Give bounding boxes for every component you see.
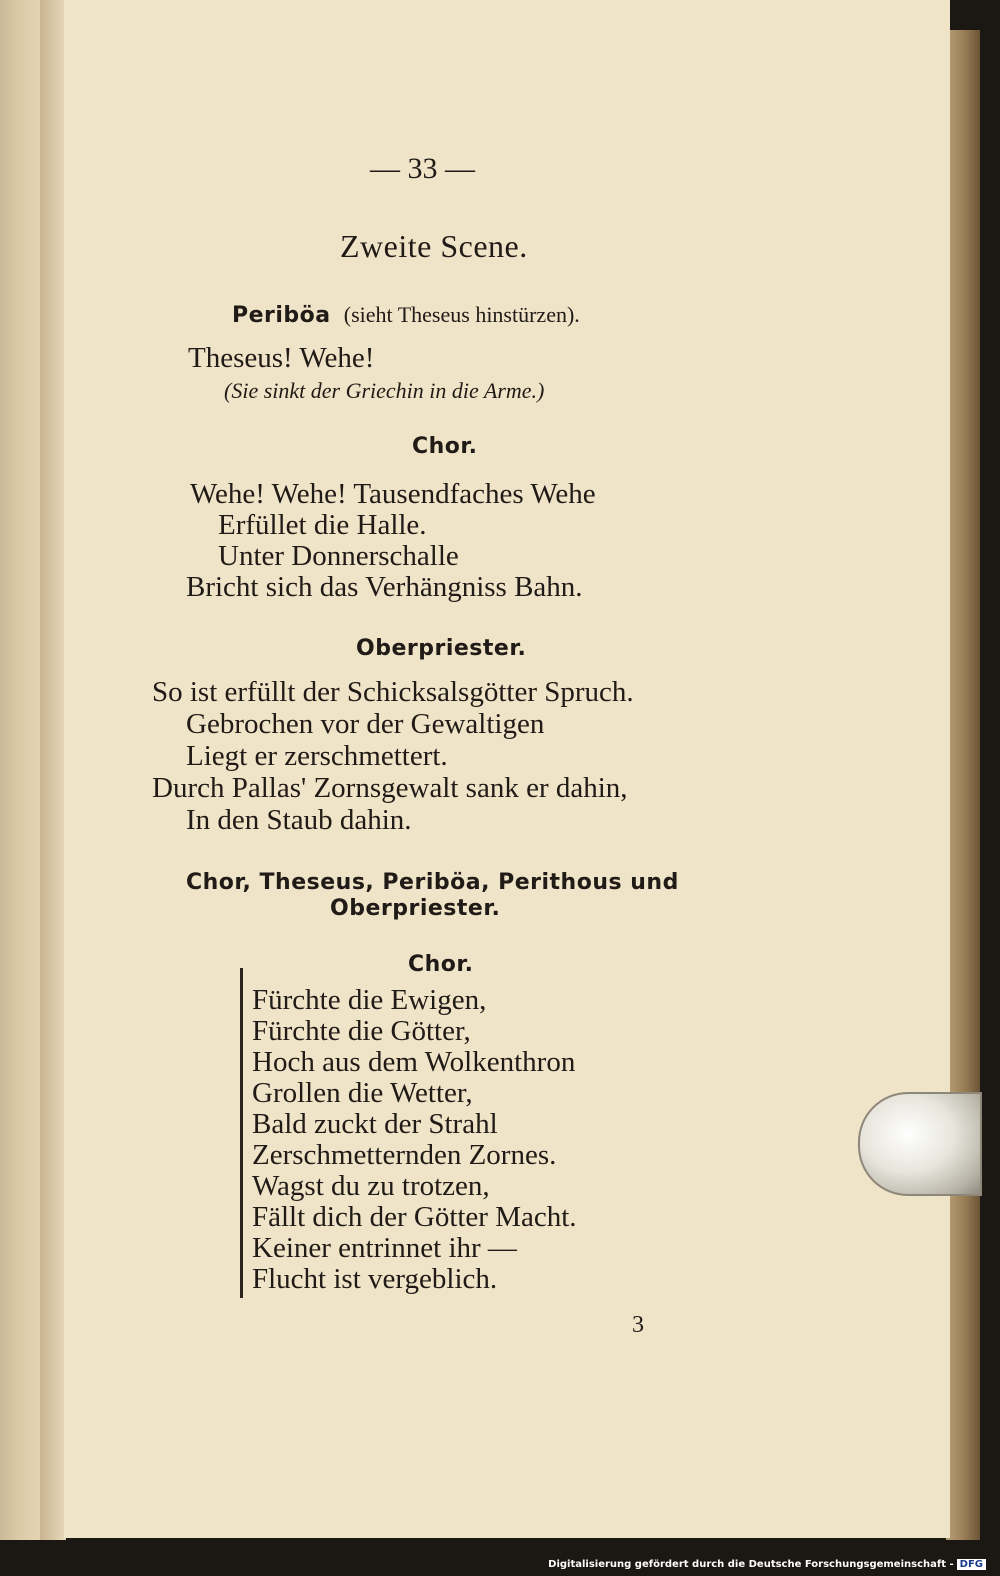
verse-line: Gebrochen vor der Gewaltigen (186, 708, 545, 740)
verse-line: Liegt er zerschmettert. (186, 740, 448, 772)
verse-line: Fällt dich der Götter Macht. (252, 1201, 577, 1233)
verse-line: Wehe! Wehe! Tausendfaches Wehe (190, 478, 596, 510)
periboea-stage-line (232, 302, 580, 328)
footer-credit (548, 1559, 986, 1570)
verse-line: Keiner entrinnet ihr — (252, 1232, 517, 1264)
verse-line: Grollen die Wetter, (252, 1077, 473, 1109)
verse-line: So ist erfüllt der Schicksalsgötter Spruch. (152, 676, 634, 708)
ensemble-heading: Oberpriester. (330, 896, 501, 921)
speaker-periboea: Periböa (232, 303, 331, 328)
verse-line: Unter Donnerschalle (218, 540, 459, 572)
verse-line: Bricht sich das Verhängniss Bahn. (186, 571, 583, 603)
scene-title: Zweite Scene. (340, 228, 528, 264)
ensemble-heading: Chor, Theseus, Periböa, Perithous und (186, 870, 679, 895)
verse-line: Theseus! Wehe! (188, 342, 375, 374)
verse-line: Flucht ist vergeblich. (252, 1263, 498, 1295)
book-left-edge (0, 0, 40, 1540)
verse-bracket (240, 968, 243, 1298)
verse-line: Zerschmetternden Zornes. (252, 1139, 557, 1171)
verse-line: Hoch aus dem Wolkenthron (252, 1046, 576, 1078)
verse-line: Durch Pallas' Zornsgewalt sank er dahin, (152, 772, 628, 804)
page-weight-lens (858, 1092, 982, 1196)
stage-direction: (sieht Theseus hinstürzen). (343, 302, 580, 327)
verse-line: Wagst du zu trotzen, (252, 1170, 490, 1202)
stage-direction-italic: (Sie sinkt der Griechin in die Arme.) (224, 378, 545, 403)
book-page (64, 0, 950, 1538)
speaker-chor: Chor. (408, 952, 474, 977)
speaker-chor: Chor. (412, 434, 478, 459)
page-number: — 33 — (370, 152, 475, 185)
verse-line: In den Staub dahin. (186, 804, 412, 836)
footer-text: Digitalisierung gefördert durch die Deutsche Forschungsgemeinschaft - (548, 1559, 954, 1570)
book-gutter (40, 0, 66, 1540)
signature-mark: 3 (632, 1312, 644, 1338)
page-stack-edge (946, 30, 980, 1540)
verse-line: Erfüllet die Halle. (218, 509, 427, 541)
verse-line: Fürchte die Götter, (252, 1015, 471, 1047)
dfg-logo: DFG (957, 1559, 986, 1570)
verse-line: Bald zuckt der Strahl (252, 1108, 498, 1140)
verse-line: Fürchte die Ewigen, (252, 984, 487, 1016)
speaker-oberpriester: Oberpriester. (356, 636, 527, 661)
